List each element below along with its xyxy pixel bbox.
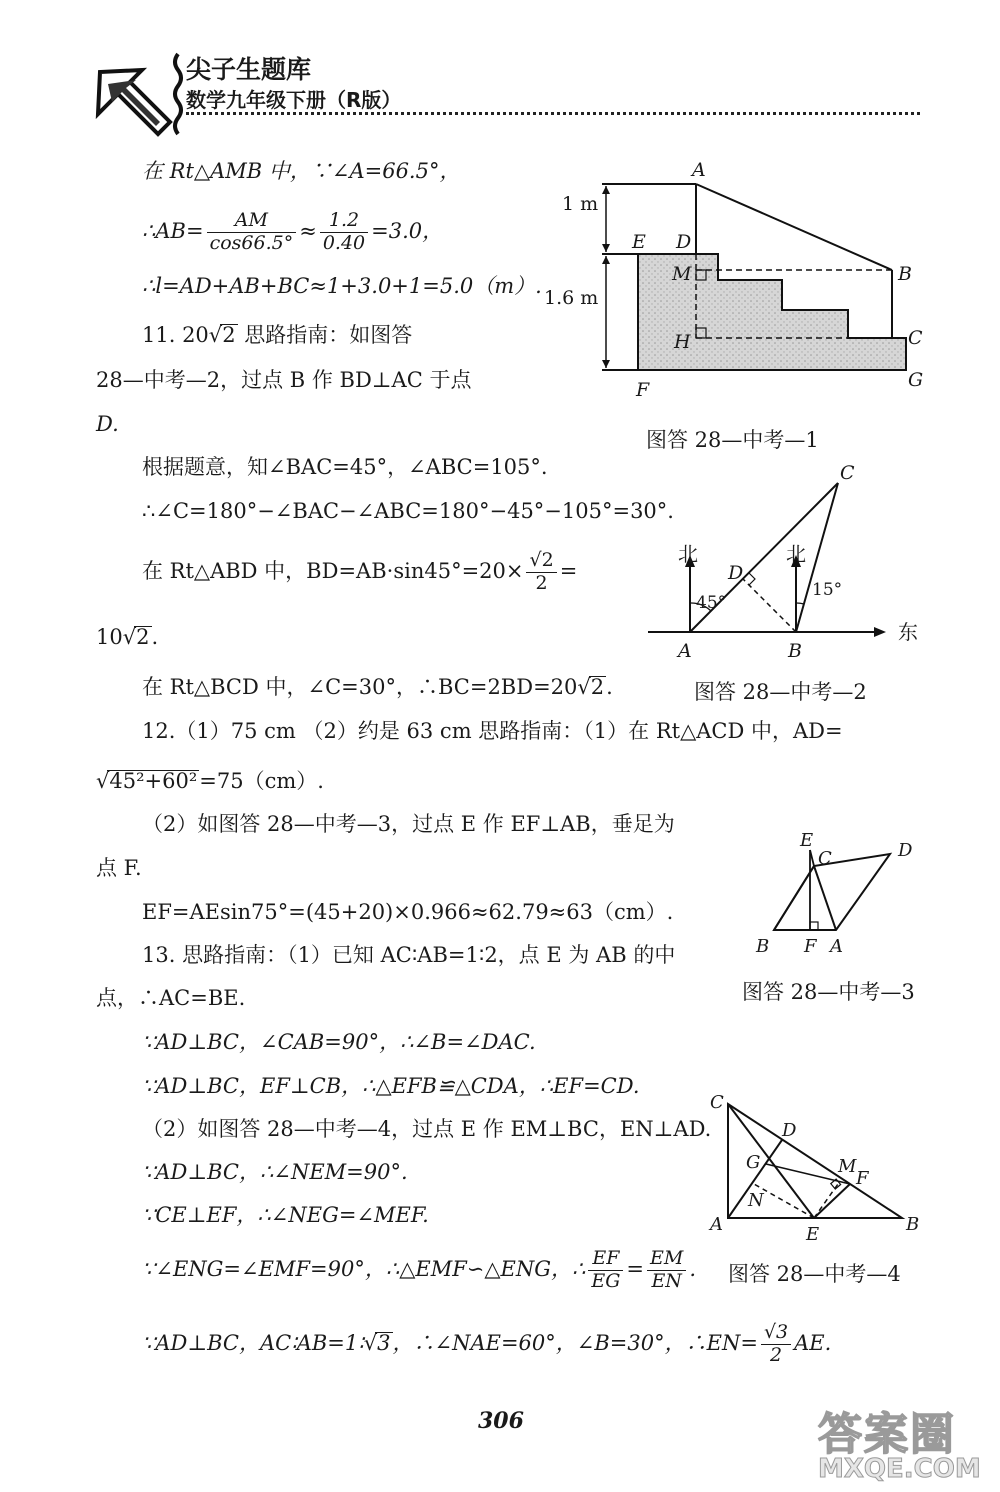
fig3-label-c: C	[818, 848, 832, 869]
page-number: 306	[478, 1408, 524, 1434]
fig4-label-g: G	[746, 1152, 761, 1173]
fig2-label-a: A	[678, 640, 692, 662]
fig2-angle-15: 15°	[812, 580, 843, 600]
fig2-label-b: B	[788, 640, 802, 662]
fig3-label-b: B	[756, 936, 770, 957]
text-line-4: 11. 20√2 思路指南：如图答	[142, 323, 413, 347]
figure-4	[704, 1088, 934, 1248]
fig1-label-g: G	[908, 369, 924, 391]
figure-2-caption: 图答 28—中考—2	[694, 680, 867, 704]
fig2-label-c: C	[840, 462, 855, 484]
text-line-20: ∵AD⊥BC，EF⊥CB，∴△EFB≌△CDA，∴EF=CD.	[142, 1074, 640, 1098]
text-line-6: D.	[96, 412, 119, 436]
watermark-url: MXQE.COM	[818, 1454, 981, 1484]
text-line-3: ∴l=AD+AB+BC≈1+3.0+1=5.0（m）.	[142, 274, 542, 298]
fig1-dim-top: 1 m	[562, 193, 599, 215]
fig3-label-a: A	[830, 936, 843, 957]
east-arrow-icon	[874, 627, 886, 637]
fig4-label-b: B	[906, 1214, 920, 1235]
fig4-label-e: E	[806, 1224, 820, 1245]
fig1-label-a: A	[692, 159, 706, 181]
figure-3-caption: 图答 28—中考—3	[742, 980, 915, 1004]
text-line-5: 28—中考—2，过点 B 作 BD⊥AC 于点	[96, 368, 472, 392]
header-divider	[186, 112, 920, 115]
text-line-9: 在 Rt△ABD 中，BD=AB·sin45°=20× $\frac{√2}{2}$ =	[142, 549, 578, 594]
fig4-label-f: F	[856, 1168, 869, 1189]
fig3-label-e: E	[800, 830, 814, 851]
text-line-18: 点，∴AC=BE.	[96, 986, 246, 1010]
fig4-label-d: D	[782, 1120, 797, 1141]
text-line-1: 在 Rt△AMB 中，∵∠A=66.5°，	[142, 159, 461, 183]
fig3-label-f: F	[804, 936, 817, 957]
text-line-14: （2）如图答 28—中考—3，过点 E 作 EF⊥AB，垂足为	[142, 812, 675, 836]
text-line-15: 点 F.	[96, 856, 142, 880]
fig1-label-d: D	[676, 231, 692, 253]
text-line-7: 根据题意，知∠BAC=45°，∠ABC=105°.	[142, 455, 548, 479]
text-line-11: 在 Rt△BCD 中，∠C=30°，∴BC=2BD=20√2.	[142, 675, 613, 699]
text-line-23: ∵CE⊥EF，∴∠NEG=∠MEF.	[142, 1203, 429, 1227]
fig1-label-b: B	[898, 263, 912, 285]
figure-4-caption: 图答 28—中考—4	[728, 1262, 901, 1286]
fig1-dim-bottom: 1.6 m	[544, 287, 599, 309]
fig4-label-a: A	[710, 1214, 723, 1235]
text-line-17: 13. 思路指南：（1）已知 AC∶AB=1∶2，点 E 为 AB 的中	[142, 943, 676, 967]
fig2-label-d: D	[728, 562, 744, 584]
fig1-label-c: C	[908, 327, 923, 349]
arrow-logo-icon	[86, 44, 186, 144]
fig1-label-e: E	[632, 231, 646, 253]
fig1-label-h: H	[674, 331, 691, 353]
text-line-19: ∵AD⊥BC，∠CAB=90°，∴∠B=∠DAC.	[142, 1030, 536, 1054]
book-subtitle: 数学九年级下册（R版）	[186, 88, 402, 112]
watermark-logo: 答案圈	[818, 1409, 956, 1460]
figure-2	[640, 455, 940, 665]
text-line-24: ∵∠ENG=∠EMF=90°，∴△EMF∽△ENG，∴ $\frac{EF}{EG}$ = $\frac{EM}{EN}$ .	[142, 1247, 697, 1292]
text-line-12: 12.（1）75 cm （2）约是 63 cm 思路指南：（1）在 Rt△ACD 中，AD=	[142, 719, 843, 743]
text-line-2: ∴AB= $\frac{AM}{\cos 66.5^\circ}$ ≈ $\frac{1.2}{0.40}$ =3.0，	[142, 209, 444, 254]
fig4-label-c: C	[710, 1092, 724, 1113]
fig2-east: 东	[898, 620, 918, 644]
text-line-21: （2）如图答 28—中考—4，过点 E 作 EM⊥BC，EN⊥AD.	[142, 1117, 712, 1141]
fig1-label-m: M	[672, 263, 692, 285]
figure-1	[540, 150, 940, 400]
fig2-angle-45: 45°	[696, 593, 727, 613]
fig2-north-1: 北	[678, 542, 698, 566]
fig4-label-n: N	[748, 1190, 764, 1211]
fig3-label-d: D	[898, 840, 913, 861]
fig1-label-f: F	[636, 379, 650, 400]
fig2-north-2: 北	[786, 542, 806, 566]
text-line-22: ∵AD⊥BC，∴∠NEM=90°.	[142, 1160, 408, 1184]
text-line-8: ∴∠C=180°−∠BAC−∠ABC=180°−45°−105°=30°.	[142, 499, 674, 523]
text-line-13: √45²+60²=75（cm）.	[96, 769, 324, 793]
book-title: 尖子生题库	[186, 55, 312, 84]
figure-3	[750, 826, 930, 966]
figure-1-caption: 图答 28—中考—1	[646, 428, 819, 452]
fig4-label-m: M	[838, 1156, 857, 1177]
text-line-25: ∵AD⊥BC，AC∶AB=1∶√3，∴∠NAE=60°，∠B=30°，∴EN= $\frac{√3}{2}$ AE.	[142, 1321, 832, 1366]
text-line-16: EF=AEsin75°=(45+20)×0.966≈62.79≈63（cm）.	[142, 900, 674, 924]
text-line-10: 10√2.	[96, 625, 159, 649]
